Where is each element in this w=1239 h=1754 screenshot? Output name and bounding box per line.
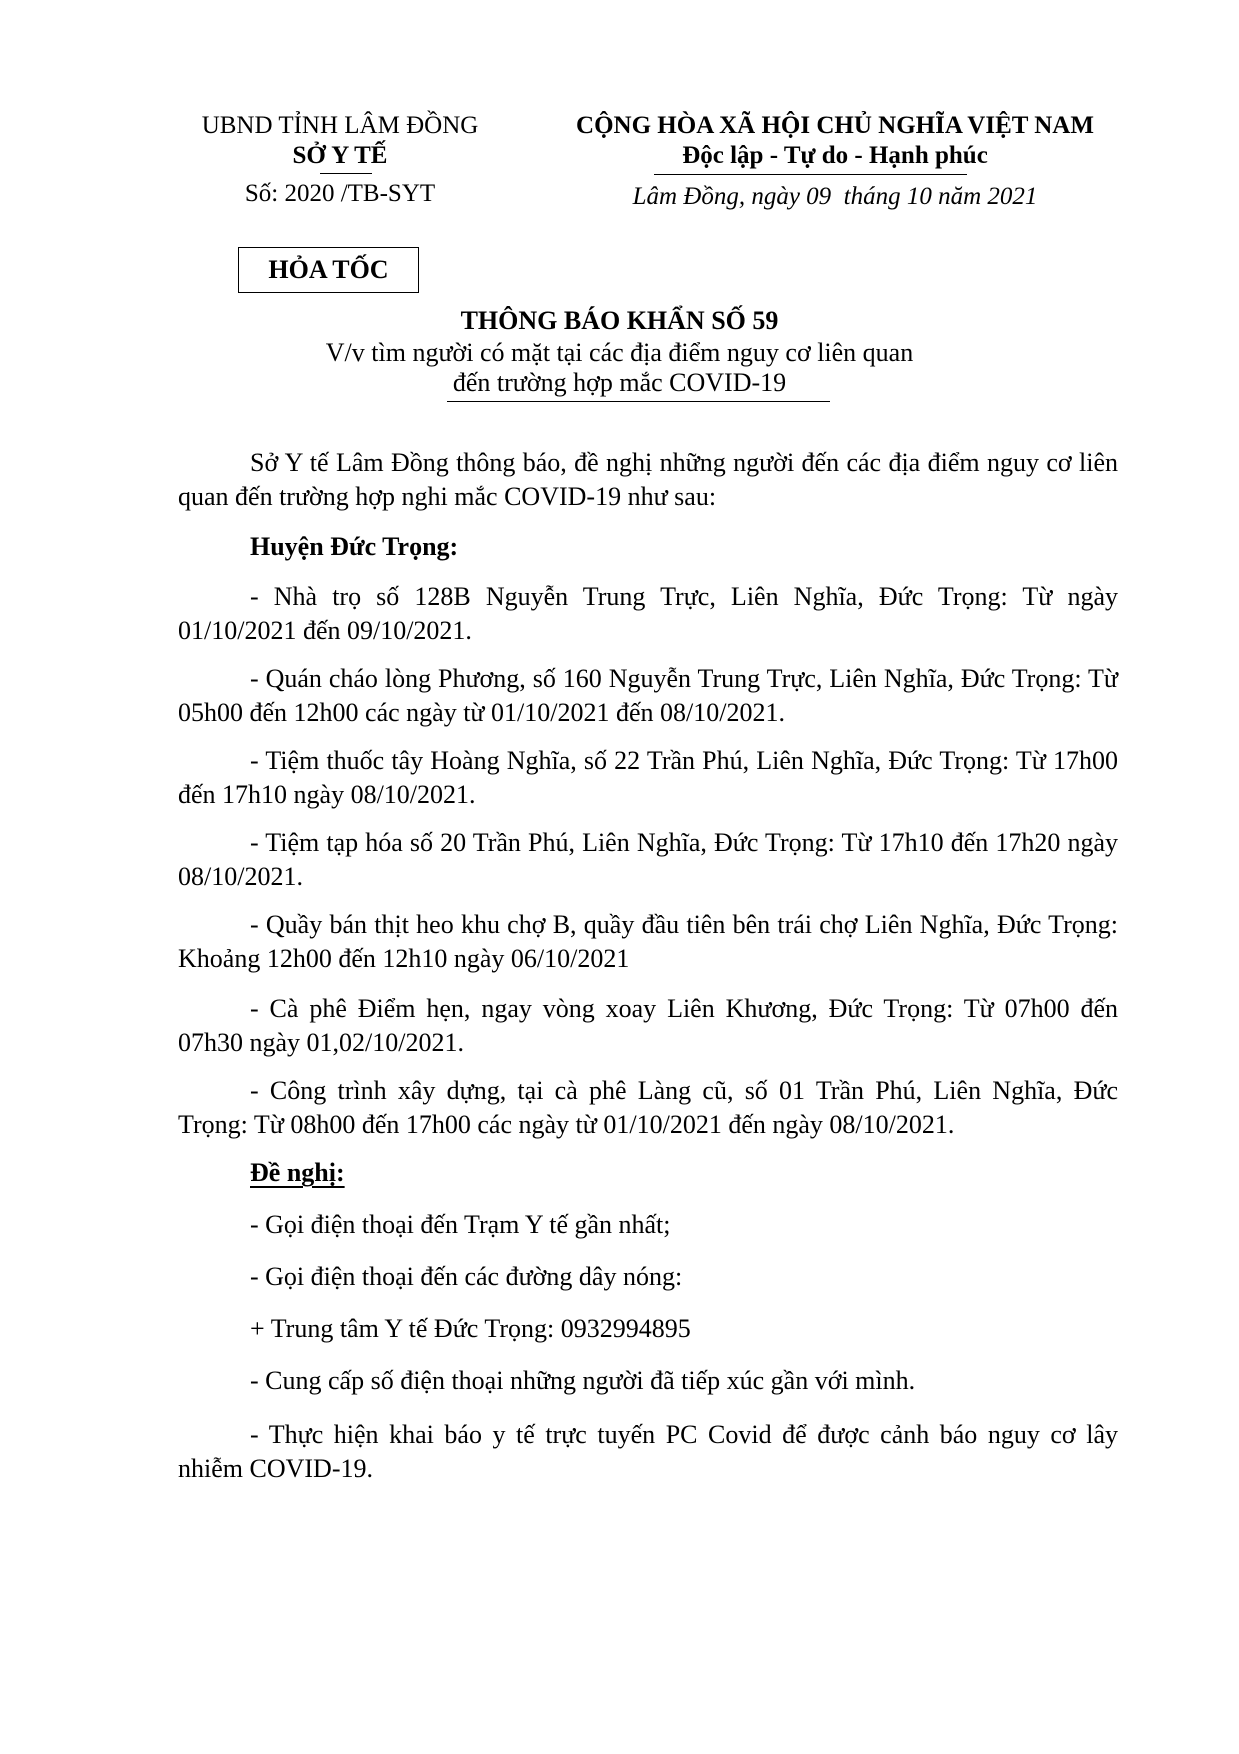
location-item: - Quầy bán thịt heo khu chợ B, quầy đầu tiên bên trái chợ Liên Nghĩa, Đức Trọng: Khoảng 12h00 đến 12h10 ngày 06/10/2021 (178, 910, 1118, 973)
issuing-authority: UBND TỈNH LÂM ĐỒNG (201, 112, 479, 139)
recommendation-item-last: - Thực hiện khai báo y tế trực tuyến PC Covid để được cảnh báo nguy cơ lây nhiễm COVID-19. (178, 1420, 1118, 1483)
document-subtitle-line1: V/v tìm người có mặt tại các địa điểm nguy cơ liên quan (325, 338, 914, 367)
recommendation-item: - Gọi điện thoại đến Trạm Y tế gần nhất; (250, 1210, 671, 1239)
district-heading: Huyện Đức Trọng: (250, 532, 459, 561)
recommendations-heading: Đề nghị: (250, 1158, 345, 1187)
recommendation-item: - Gọi điện thoại đến các đường dây nóng: (250, 1262, 683, 1291)
location-item: - Công trình xây dựng, tại cà phê Làng cũ, số 01 Trần Phú, Liên Nghĩa, Đức Trọng: Từ 08h00 đến 17h00 các ngày từ 01/10/2021 đến ngày 08/10/2021. (178, 1076, 1118, 1139)
department-name: SỞ Y TẾ (292, 142, 388, 169)
recommendation-item: - Cung cấp số điện thoại những người đã tiếp xúc gần với mình. (250, 1366, 916, 1395)
location-item: - Nhà trọ số 128B Nguyễn Trung Trực, Liên Nghĩa, Đức Trọng: Từ ngày 01/10/2021 đến 09/10/2021. (178, 582, 1118, 645)
urgency-stamp: HỎA TỐC (238, 247, 419, 293)
subtitle-underline (447, 401, 830, 402)
location-item: - Quán cháo lòng Phương, số 160 Nguyễn Trung Trực, Liên Nghĩa, Đức Trọng: Từ 05h00 đến 12h00 các ngày từ 01/10/2021 đến 08/10/2021. (178, 664, 1118, 727)
document-subtitle-line2: đến trường hợp mắc COVID-19 (452, 368, 787, 397)
document-number: Số: 2020 /TB-SYT (244, 180, 436, 207)
location-item: - Tiệm thuốc tây Hoàng Nghĩa, số 22 Trần Phú, Liên Nghĩa, Đức Trọng: Từ 17h00 đến 17h10 ngày 08/10/2021. (178, 746, 1118, 809)
national-motto: Độc lập - Tự do - Hạnh phúc (682, 142, 988, 169)
intro-paragraph: Sở Y tế Lâm Đồng thông báo, đề nghị những người đến các địa điểm nguy cơ liên quan đến trường hợp nghi mắc COVID-19 như sau: (178, 448, 1118, 511)
motto-underline (654, 174, 967, 175)
country-name: CỘNG HÒA XÃ HỘI CHỦ NGHĨA VIỆT NAM (576, 112, 1094, 139)
hotline-item: + Trung tâm Y tế Đức Trọng: 0932994895 (250, 1314, 691, 1343)
department-underline (320, 173, 372, 174)
document-title: THÔNG BÁO KHẨN SỐ 59 (460, 306, 779, 335)
place-and-date: Lâm Đồng, ngày 09 tháng 10 năm 2021 (632, 183, 1038, 210)
location-item: - Cà phê Điểm hẹn, ngay vòng xoay Liên Khương, Đức Trọng: Từ 07h00 đến 07h30 ngày 01,02/10/2021. (178, 994, 1118, 1057)
location-item: - Tiệm tạp hóa số 20 Trần Phú, Liên Nghĩa, Đức Trọng: Từ 17h10 đến 17h20 ngày 08/10/2021. (178, 828, 1118, 891)
